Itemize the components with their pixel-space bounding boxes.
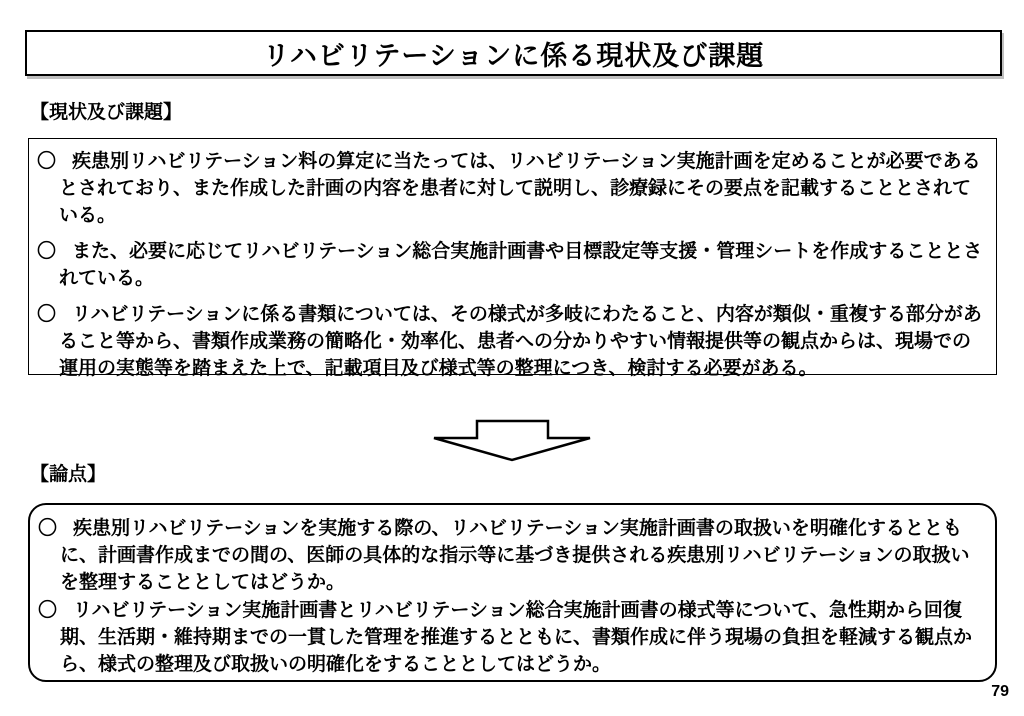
status-bullet-2-text: また、必要に応じてリハビリテーション総合実施計画書や目標設定等支援・管理シートを作成することとされている。	[59, 241, 983, 289]
down-arrow-icon	[432, 419, 592, 463]
title-box	[25, 30, 1002, 76]
status-box	[28, 138, 997, 379]
circle-bullet-marker: 〇	[37, 151, 57, 172]
issues-box	[28, 503, 997, 682]
status-bullet-3	[37, 301, 986, 382]
circle-bullet-marker: 〇	[37, 304, 57, 325]
page-title: リハビリテーションに係る現状及び課題	[262, 40, 765, 71]
page-number: 79	[991, 683, 1009, 700]
circle-bullet-marker: 〇	[38, 518, 58, 539]
status-bullet-1-text: 疾患別リハビリテーション料の算定に当たっては、リハビリテーション実施計画を定めることが必要であるとされており、また作成した計画の内容を患者に対して説明し、診療録にその要点を記載することとされている。	[59, 151, 981, 226]
circle-bullet-marker: 〇	[38, 600, 58, 621]
circle-bullet-marker: 〇	[37, 241, 57, 262]
status-section-label: 【現状及び課題】	[30, 102, 183, 123]
status-bullet-2	[37, 238, 986, 292]
issues-bullet-1-text: 疾患別リハビリテーションを実施する際の、リハビリテーション実施計画書の取扱いを明確化するとともに、計画書作成までの間の、医師の具体的な指示等に基づき提供される疾患別リハビリテーションの取扱いを整理することとしてはどうか。	[60, 518, 970, 593]
status-bullet-1	[37, 148, 986, 229]
status-bullet-3-text: リハビリテーションに係る書類については、その様式が多岐にわたること、内容が類似・重複する部分があること等から、書類作成業務の簡略化・効率化、患者への分かりやすい情報提供等の観点からは、現場での運用の実態等を踏まえた上で、記載項目及び様式等の整理につき、検討する必要がある。	[59, 304, 982, 379]
issues-bullet-1	[38, 515, 985, 596]
issues-bullet-2-text: リハビリテーション実施計画書とリハビリテーション総合実施計画書の様式等について、急性期から回復期、生活期・維持期までの一貫した管理を推進するとともに、書類作成に伴う現場の負担を軽減する観点から、様式の整理及び取扱いの明確化をすることとしてはどうか。	[60, 600, 973, 675]
issues-bullet-2	[38, 597, 985, 678]
issues-section-label: 【論点】	[30, 464, 107, 485]
